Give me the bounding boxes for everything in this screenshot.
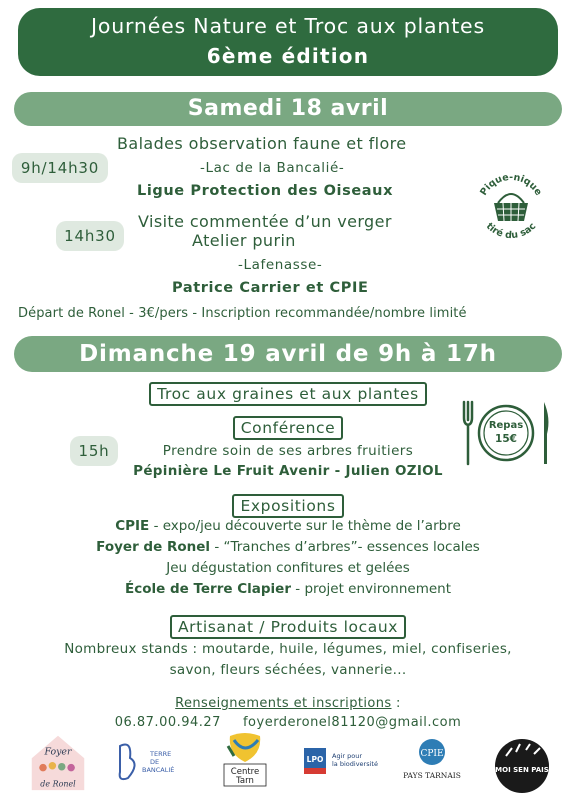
conference-topic: Prendre soin de ses arbres fruitiers: [162, 443, 414, 459]
terre-logo-l3: BANCALIÉ: [142, 766, 175, 774]
centre-tarn-l2: Tarn: [236, 776, 254, 786]
artisanat-heading: Artisanat / Produits locaux: [170, 615, 406, 639]
terre-de-bancalie-logo: [110, 732, 188, 792]
lpo-tagline-l1: Agir pour: [332, 752, 363, 760]
moi-sen-pais-logo: [492, 736, 552, 796]
meal-label: Repas: [488, 420, 524, 431]
exposition-desc: - projet environnement: [290, 581, 452, 597]
conference-heading: Conférence: [233, 416, 344, 440]
picnic-label-bottom: tiré du sac: [483, 220, 539, 242]
activity-place: -Lafenasse-: [238, 257, 323, 273]
edition-label: 6ème édition: [206, 44, 370, 68]
meal-price: 15€: [495, 433, 517, 445]
svg-text:tiré du sac: [484, 221, 539, 241]
exposition-item: [0, 560, 576, 576]
artisanat-box-wrap: [0, 615, 576, 639]
activity-title: Visite commentée d’un verger: [138, 212, 392, 231]
artisanat-stands-cont: savon, fleurs séchées, vannerie...: [169, 662, 407, 678]
exposition-org: École de Terre Clapier: [124, 581, 291, 597]
cpie-mark: CPIE: [420, 749, 444, 759]
exposition-desc: - expo/jeu découverte sur le thème de l’arbre: [149, 518, 461, 534]
exposition-org: Foyer de Ronel: [96, 539, 211, 555]
sunday-banner: Dimanche 19 avril de 9h à 17h: [14, 336, 562, 372]
terre-logo-l1: TERRE: [150, 750, 172, 758]
phone-number[interactable]: 06.87.00.94.27: [114, 715, 221, 730]
artisanat-stands: Nombreux stands : moutarde, huile, légumes, miel, confiseries,: [64, 641, 512, 657]
moi-logo-label: MOI SEN PAIS: [495, 766, 549, 774]
troc-heading: Troc aux graines et aux plantes: [149, 382, 427, 406]
saturday-banner: Samedi 18 avril: [14, 92, 562, 126]
exposition-org: CPIE: [115, 518, 150, 534]
lpo-tagline-l2: la biodiversité: [332, 760, 378, 768]
exposition-item: [0, 581, 576, 597]
centre-tarn-l1: Centre: [230, 767, 260, 777]
lpo-logo: [302, 732, 378, 792]
time-badge-conference: 15h: [70, 436, 118, 466]
meal-plate-icon: [458, 398, 554, 468]
exposition-item: [0, 518, 576, 534]
activity-organizer: Patrice Carrier et CPIE: [172, 280, 369, 296]
conference-speaker: Pépinière Le Fruit Avenir - Julien OZIOL: [133, 463, 443, 479]
terre-logo-l2: DE: [150, 758, 160, 766]
activity-organizer: Ligue Protection des Oiseaux: [137, 183, 394, 199]
exposition-desc: Jeu dégustation confitures et gelées: [166, 560, 410, 576]
centre-tarn-logo: [218, 732, 272, 792]
contact-heading-text: Renseignements et inscriptions: [175, 696, 392, 711]
contact-colon: :: [391, 696, 401, 711]
pays-tarnais-label: PAYS TARNAIS: [403, 771, 461, 780]
activity-title: Balades observation faune et flore: [117, 134, 407, 153]
foyer-logo-l2: de Ronel: [40, 779, 76, 789]
activity-place: -Lac de la Bancalié-: [200, 160, 345, 176]
departure-info: Départ de Ronel - 3€/pers - Inscription recommandée/nombre limité: [18, 306, 467, 321]
event-title: Journées Nature et Troc aux plantes: [91, 14, 485, 38]
cpie-pays-tarnais-logo: [398, 732, 466, 792]
picnic-label-top: Pique-nique: [478, 171, 544, 198]
expositions-heading: Expositions: [232, 494, 343, 518]
contact-line: [0, 715, 576, 730]
lpo-mark: LPO: [306, 755, 324, 764]
foyer-de-ronel-logo: [26, 732, 90, 792]
email-address[interactable]: foyerderonel81120@gmail.com: [242, 715, 462, 730]
contact-heading: [0, 696, 576, 711]
time-badge-morning: 9h/14h30: [12, 153, 108, 183]
activity-subtitle: Atelier purin: [192, 231, 296, 250]
picnic-basket-icon: [470, 165, 552, 247]
foyer-logo-l1: Foyer: [44, 746, 72, 758]
expositions-box-wrap: [0, 494, 576, 518]
exposition-desc: - “Tranches d’arbres”- essences locales: [210, 539, 480, 555]
time-badge-afternoon: 14h30: [56, 221, 124, 251]
exposition-item: [0, 539, 576, 555]
